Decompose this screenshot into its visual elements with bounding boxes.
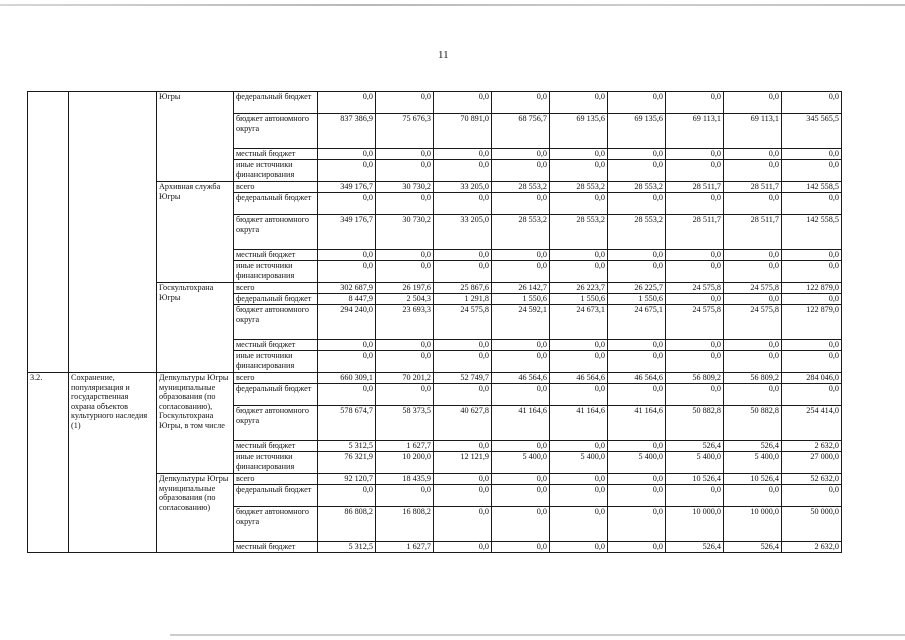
value-cell: 0,0 — [550, 261, 608, 283]
value-cell: 0,0 — [608, 507, 666, 542]
funding-source-cell: федеральный бюджет — [234, 193, 318, 215]
value-cell: 0,0 — [376, 340, 434, 351]
value-cell: 0,0 — [724, 384, 782, 406]
value-cell: 0,0 — [492, 474, 550, 485]
funding-source-cell: всего — [234, 474, 318, 485]
value-cell: 69 113,1 — [724, 114, 782, 149]
value-cell: 0,0 — [434, 441, 492, 452]
value-cell: 23 693,3 — [376, 305, 434, 340]
value-cell: 58 373,5 — [376, 406, 434, 441]
value-cell: 2 632,0 — [782, 542, 842, 553]
value-cell: 0,0 — [608, 149, 666, 160]
value-cell: 0,0 — [550, 507, 608, 542]
funding-source-cell: местный бюджет — [234, 542, 318, 553]
value-cell: 0,0 — [318, 193, 376, 215]
value-cell: 0,0 — [492, 351, 550, 373]
value-cell: 0,0 — [608, 160, 666, 182]
value-cell: 28 553,2 — [608, 182, 666, 193]
funding-source-cell: иные источники финансирования — [234, 452, 318, 474]
value-cell: 26 225,7 — [608, 283, 666, 294]
value-cell: 0,0 — [608, 351, 666, 373]
value-cell: 16 808,2 — [376, 507, 434, 542]
value-cell: 0,0 — [782, 160, 842, 182]
value-cell: 52 632,0 — [782, 474, 842, 485]
value-cell: 0,0 — [608, 384, 666, 406]
value-cell: 5 312,5 — [318, 542, 376, 553]
value-cell: 0,0 — [608, 485, 666, 507]
value-cell: 1 627,7 — [376, 542, 434, 553]
value-cell: 0,0 — [376, 250, 434, 261]
value-cell: 28 553,2 — [492, 182, 550, 193]
table-row — [28, 92, 842, 114]
value-cell: 0,0 — [666, 351, 724, 373]
funding-source-cell: иные источники финансирования — [234, 261, 318, 283]
value-cell: 122 879,0 — [782, 305, 842, 340]
funding-source-cell: федеральный бюджет — [234, 384, 318, 406]
value-cell: 0,0 — [782, 485, 842, 507]
value-cell: 0,0 — [666, 485, 724, 507]
value-cell: 24 575,8 — [724, 283, 782, 294]
value-cell: 28 511,7 — [724, 215, 782, 250]
value-cell: 0,0 — [782, 193, 842, 215]
value-cell: 25 867,6 — [434, 283, 492, 294]
value-cell: 0,0 — [376, 351, 434, 373]
value-cell: 0,0 — [376, 261, 434, 283]
value-cell: 1 550,6 — [492, 294, 550, 305]
value-cell: 0,0 — [550, 485, 608, 507]
value-cell: 0,0 — [550, 92, 608, 114]
funding-source-cell: всего — [234, 182, 318, 193]
funding-source-cell: федеральный бюджет — [234, 485, 318, 507]
value-cell: 0,0 — [666, 160, 724, 182]
value-cell: 0,0 — [782, 261, 842, 283]
value-cell: 28 553,2 — [608, 215, 666, 250]
funding-source-cell: местный бюджет — [234, 441, 318, 452]
executor-cell: Архивная служба Югры — [157, 182, 234, 283]
value-cell: 0,0 — [434, 384, 492, 406]
item-number-cell: 3.2. — [28, 373, 69, 553]
value-cell: 0,0 — [724, 160, 782, 182]
value-cell: 0,0 — [608, 542, 666, 553]
value-cell: 0,0 — [492, 261, 550, 283]
value-cell: 0,0 — [724, 149, 782, 160]
value-cell: 578 674,7 — [318, 406, 376, 441]
value-cell: 0,0 — [318, 351, 376, 373]
page-number: 11 — [438, 49, 449, 61]
value-cell: 28 511,7 — [724, 182, 782, 193]
value-cell: 284 046,0 — [782, 373, 842, 384]
value-cell: 30 730,2 — [376, 215, 434, 250]
value-cell: 0,0 — [376, 485, 434, 507]
funding-source-cell: бюджет автономного округа — [234, 215, 318, 250]
value-cell: 0,0 — [492, 92, 550, 114]
value-cell: 92 120,7 — [318, 474, 376, 485]
value-cell: 30 730,2 — [376, 182, 434, 193]
value-cell: 0,0 — [666, 261, 724, 283]
value-cell: 0,0 — [666, 340, 724, 351]
value-cell: 0,0 — [724, 92, 782, 114]
value-cell: 28 553,2 — [492, 215, 550, 250]
value-cell: 0,0 — [724, 261, 782, 283]
funding-source-cell: местный бюджет — [234, 149, 318, 160]
value-cell: 142 558,5 — [782, 215, 842, 250]
funding-source-cell: бюджет автономного округа — [234, 406, 318, 441]
value-cell: 0,0 — [666, 384, 724, 406]
value-cell: 0,0 — [782, 294, 842, 305]
value-cell: 0,0 — [434, 474, 492, 485]
value-cell: 24 575,8 — [666, 283, 724, 294]
value-cell: 2 504,3 — [376, 294, 434, 305]
value-cell: 0,0 — [550, 542, 608, 553]
value-cell: 70 891,0 — [434, 114, 492, 149]
value-cell: 69 113,1 — [666, 114, 724, 149]
funding-source-cell: местный бюджет — [234, 250, 318, 261]
value-cell: 41 164,6 — [608, 406, 666, 441]
value-cell: 75 676,3 — [376, 114, 434, 149]
value-cell: 50 000,0 — [782, 507, 842, 542]
value-cell: 0,0 — [608, 261, 666, 283]
value-cell: 33 205,0 — [434, 215, 492, 250]
value-cell: 41 164,6 — [492, 406, 550, 441]
value-cell: 0,0 — [608, 441, 666, 452]
funding-source-cell: иные источники финансирования — [234, 351, 318, 373]
value-cell: 26 223,7 — [550, 283, 608, 294]
value-cell: 0,0 — [782, 384, 842, 406]
value-cell: 10 000,0 — [666, 507, 724, 542]
value-cell: 1 627,7 — [376, 441, 434, 452]
value-cell: 46 564,6 — [550, 373, 608, 384]
value-cell: 0,0 — [666, 193, 724, 215]
value-cell: 526,4 — [666, 542, 724, 553]
value-cell: 5 312,5 — [318, 441, 376, 452]
value-cell: 0,0 — [318, 261, 376, 283]
funding-source-cell: всего — [234, 283, 318, 294]
value-cell: 2 632,0 — [782, 441, 842, 452]
value-cell: 68 756,7 — [492, 114, 550, 149]
value-cell: 0,0 — [608, 193, 666, 215]
value-cell: 5 400,0 — [550, 452, 608, 474]
value-cell: 26 197,6 — [376, 283, 434, 294]
scan-edge-bottom — [170, 634, 905, 636]
value-cell: 0,0 — [318, 149, 376, 160]
value-cell: 10 200,0 — [376, 452, 434, 474]
value-cell: 0,0 — [492, 507, 550, 542]
value-cell: 0,0 — [492, 340, 550, 351]
funding-source-cell: бюджет автономного округа — [234, 114, 318, 149]
value-cell: 24 592,1 — [492, 305, 550, 340]
funding-source-cell: федеральный бюджет — [234, 92, 318, 114]
value-cell: 1 550,6 — [550, 294, 608, 305]
value-cell: 837 386,9 — [318, 114, 376, 149]
budget-table — [27, 91, 842, 553]
value-cell: 0,0 — [782, 340, 842, 351]
value-cell: 0,0 — [550, 474, 608, 485]
value-cell: 294 240,0 — [318, 305, 376, 340]
funding-source-cell: местный бюджет — [234, 340, 318, 351]
value-cell: 0,0 — [434, 261, 492, 283]
value-cell: 50 882,8 — [666, 406, 724, 441]
measure-name-cell: Сохранение, популяризация и государственная охрана объектов культурного наследия (1) — [69, 373, 157, 553]
value-cell: 24 575,8 — [666, 305, 724, 340]
value-cell: 0,0 — [492, 160, 550, 182]
value-cell: 5 400,0 — [666, 452, 724, 474]
value-cell: 0,0 — [608, 474, 666, 485]
value-cell: 0,0 — [782, 351, 842, 373]
value-cell: 5 400,0 — [608, 452, 666, 474]
value-cell: 0,0 — [550, 384, 608, 406]
value-cell: 0,0 — [550, 149, 608, 160]
value-cell: 24 575,8 — [434, 305, 492, 340]
value-cell: 10 526,4 — [666, 474, 724, 485]
value-cell: 10 000,0 — [724, 507, 782, 542]
value-cell: 0,0 — [434, 351, 492, 373]
value-cell: 0,0 — [608, 250, 666, 261]
value-cell: 0,0 — [666, 149, 724, 160]
value-cell: 0,0 — [376, 193, 434, 215]
value-cell: 46 564,6 — [492, 373, 550, 384]
executor-cell: Депкультуры Югры муниципальные образования (по согласованию), Госкультохрана Югры, в том числе — [157, 373, 234, 474]
value-cell: 0,0 — [550, 441, 608, 452]
value-cell: 349 176,7 — [318, 215, 376, 250]
funding-source-cell: всего — [234, 373, 318, 384]
funding-source-cell: федеральный бюджет — [234, 294, 318, 305]
value-cell: 345 565,5 — [782, 114, 842, 149]
value-cell: 26 142,7 — [492, 283, 550, 294]
value-cell: 52 749,7 — [434, 373, 492, 384]
table-row — [28, 373, 842, 384]
value-cell: 254 414,0 — [782, 406, 842, 441]
value-cell: 27 000,0 — [782, 452, 842, 474]
value-cell: 56 809,2 — [666, 373, 724, 384]
executor-cell: Югры — [157, 92, 234, 182]
value-cell: 660 309,1 — [318, 373, 376, 384]
value-cell: 526,4 — [724, 542, 782, 553]
value-cell: 56 809,2 — [724, 373, 782, 384]
item-number-cell — [28, 92, 69, 373]
value-cell: 0,0 — [550, 351, 608, 373]
measure-name-cell — [69, 92, 157, 373]
value-cell: 0,0 — [434, 149, 492, 160]
value-cell: 24 673,1 — [550, 305, 608, 340]
value-cell: 0,0 — [376, 384, 434, 406]
value-cell: 70 201,2 — [376, 373, 434, 384]
value-cell: 1 291,8 — [434, 294, 492, 305]
value-cell: 0,0 — [550, 160, 608, 182]
value-cell: 76 321,9 — [318, 452, 376, 474]
value-cell: 526,4 — [724, 441, 782, 452]
value-cell: 0,0 — [666, 92, 724, 114]
value-cell: 526,4 — [666, 441, 724, 452]
value-cell: 0,0 — [434, 340, 492, 351]
funding-source-cell: бюджет автономного округа — [234, 305, 318, 340]
value-cell: 0,0 — [434, 160, 492, 182]
value-cell: 0,0 — [434, 193, 492, 215]
value-cell: 0,0 — [782, 92, 842, 114]
value-cell: 349 176,7 — [318, 182, 376, 193]
value-cell: 0,0 — [318, 160, 376, 182]
value-cell: 0,0 — [492, 149, 550, 160]
funding-source-cell: бюджет автономного округа — [234, 507, 318, 542]
value-cell: 0,0 — [666, 250, 724, 261]
value-cell: 0,0 — [724, 294, 782, 305]
value-cell: 0,0 — [318, 250, 376, 261]
funding-source-cell: иные источники финансирования — [234, 160, 318, 182]
value-cell: 28 511,7 — [666, 182, 724, 193]
value-cell: 0,0 — [434, 485, 492, 507]
value-cell: 28 553,2 — [550, 182, 608, 193]
value-cell: 0,0 — [376, 160, 434, 182]
value-cell: 0,0 — [376, 149, 434, 160]
value-cell: 69 135,6 — [608, 114, 666, 149]
value-cell: 0,0 — [492, 250, 550, 261]
value-cell: 12 121,9 — [434, 452, 492, 474]
value-cell: 0,0 — [666, 294, 724, 305]
value-cell: 302 687,9 — [318, 283, 376, 294]
value-cell: 1 550,6 — [608, 294, 666, 305]
value-cell: 0,0 — [550, 193, 608, 215]
value-cell: 10 526,4 — [724, 474, 782, 485]
value-cell: 50 882,8 — [724, 406, 782, 441]
value-cell: 0,0 — [782, 149, 842, 160]
value-cell: 0,0 — [318, 92, 376, 114]
value-cell: 0,0 — [434, 507, 492, 542]
value-cell: 28 511,7 — [666, 215, 724, 250]
value-cell: 122 879,0 — [782, 283, 842, 294]
value-cell: 0,0 — [318, 340, 376, 351]
value-cell: 0,0 — [550, 250, 608, 261]
value-cell: 40 627,8 — [434, 406, 492, 441]
value-cell: 0,0 — [376, 92, 434, 114]
value-cell: 0,0 — [608, 340, 666, 351]
value-cell: 0,0 — [724, 250, 782, 261]
value-cell: 0,0 — [434, 250, 492, 261]
value-cell: 33 205,0 — [434, 182, 492, 193]
value-cell: 0,0 — [492, 485, 550, 507]
value-cell: 0,0 — [492, 542, 550, 553]
executor-cell: Госкультохрана Югры — [157, 283, 234, 373]
value-cell: 0,0 — [724, 351, 782, 373]
value-cell: 18 435,9 — [376, 474, 434, 485]
value-cell: 0,0 — [492, 441, 550, 452]
value-cell: 28 553,2 — [550, 215, 608, 250]
value-cell: 142 558,5 — [782, 182, 842, 193]
value-cell: 24 575,8 — [724, 305, 782, 340]
value-cell: 0,0 — [608, 92, 666, 114]
value-cell: 0,0 — [724, 340, 782, 351]
value-cell: 5 400,0 — [492, 452, 550, 474]
value-cell: 5 400,0 — [724, 452, 782, 474]
value-cell: 0,0 — [318, 485, 376, 507]
executor-cell: Депкультуры Югры муниципальные образования (по согласованию) — [157, 474, 234, 553]
value-cell: 0,0 — [724, 485, 782, 507]
value-cell: 86 808,2 — [318, 507, 376, 542]
value-cell: 0,0 — [550, 340, 608, 351]
value-cell: 8 447,9 — [318, 294, 376, 305]
value-cell: 0,0 — [318, 384, 376, 406]
value-cell: 41 164,6 — [550, 406, 608, 441]
value-cell: 24 675,1 — [608, 305, 666, 340]
value-cell: 69 135,6 — [550, 114, 608, 149]
value-cell: 0,0 — [782, 250, 842, 261]
value-cell: 0,0 — [492, 193, 550, 215]
value-cell: 0,0 — [434, 542, 492, 553]
value-cell: 0,0 — [434, 92, 492, 114]
value-cell: 0,0 — [724, 193, 782, 215]
value-cell: 0,0 — [492, 384, 550, 406]
scan-edge-top — [0, 4, 905, 6]
value-cell: 46 564,6 — [608, 373, 666, 384]
